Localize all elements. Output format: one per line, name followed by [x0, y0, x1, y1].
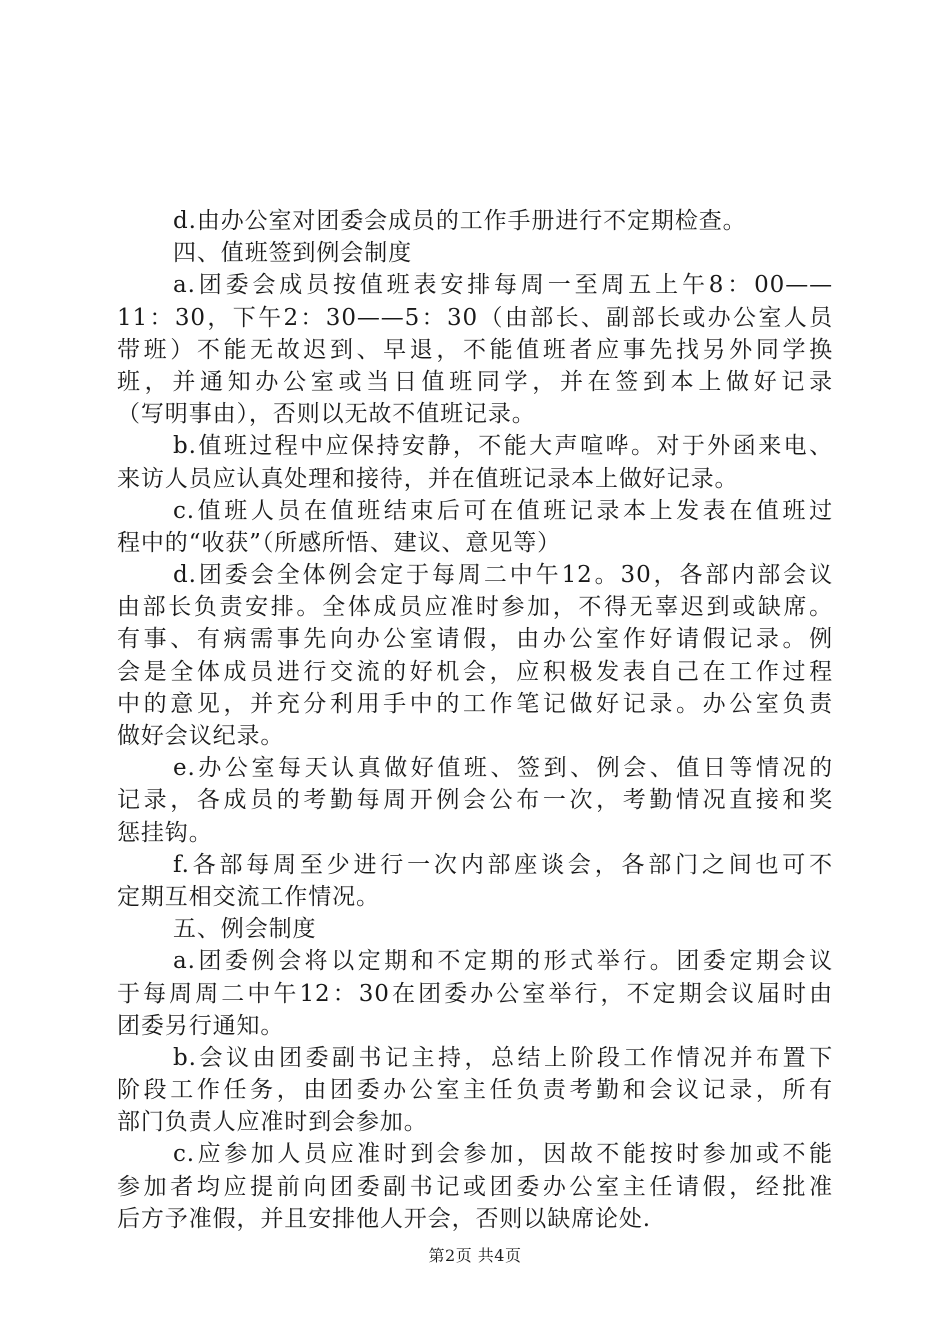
text-line: 于每周周二中午12：30在团委办公室举行，不定期会议届时由	[117, 980, 833, 1007]
text-line: f.各部每周至少进行一次内部座谈会，各部门之间也可不	[173, 851, 833, 878]
text-line: c.值班人员在值班结束后可在值班记录本上发表在值班过	[173, 497, 833, 524]
text-line: b.会议由团委副书记主持，总结上阶段工作情况并布置下	[173, 1044, 833, 1071]
text-line: 五、例会制度	[173, 916, 317, 943]
page-number-footer: 第2页 共4页	[428, 1246, 522, 1265]
text-line: a.团委会成员按值班表安排每周一至周五上午8：00——	[173, 272, 833, 299]
text-line: 团委另行通知。	[117, 1012, 285, 1039]
text-line: e.办公室每天认真做好值班、签到、例会、值日等情况的	[173, 755, 833, 782]
text-line: d.团委会全体例会定于每周二中午12。30，各部内部会议	[173, 562, 833, 589]
text-line: 阶段工作任务，由团委办公室主任负责考勤和会议记录，所有	[117, 1077, 833, 1104]
text-line: 程中的“收获”（所感所悟、建议、意见等）	[117, 529, 562, 556]
document-body	[117, 205, 833, 1235]
text-line: d.由办公室对团委会成员的工作手册进行不定期检查。	[173, 208, 747, 234]
text-line: 11：30，下午2：30——5：30（由部长、副部长或办公室人员	[117, 304, 833, 331]
text-line: 带班）不能无故迟到、早退，不能值班者应事先找另外同学换	[117, 336, 833, 363]
text-line: 惩挂钩。	[117, 819, 213, 846]
text-line: 中的意见，并充分利用手中的工作笔记做好记录。办公室负责	[117, 690, 833, 717]
text-line: 由部长负责安排。全体成员应准时参加，不得无辜迟到或缺席。	[117, 594, 833, 621]
text-line: 来访人员应认真处理和接待，并在值班记录本上做好记录。	[117, 465, 739, 492]
text-line: a.团委例会将以定期和不定期的形式举行。团委定期会议	[173, 948, 833, 975]
text-line: 后方予准假，并且安排他人开会，否则以缺席论处.	[117, 1205, 652, 1232]
text-line: b.值班过程中应保持安静，不能大声喧哗。对于外函来电、	[173, 433, 833, 460]
text-line: 定期互相交流工作情况。	[117, 883, 380, 910]
text-line: 有事、有病需事先向办公室请假，由办公室作好请假记录。例	[117, 626, 833, 653]
text-line: （写明事由），否则以无故不值班记录。	[117, 401, 536, 428]
text-line: 四、值班签到例会制度	[173, 240, 412, 267]
text-line: 部门负责人应准时到会参加。	[117, 1109, 428, 1136]
text-line: 记录，各成员的考勤每周开例会公布一次，考勤情况直接和奖	[117, 787, 833, 814]
text-line: 会是全体成员进行交流的好机会，应积极发表自己在工作过程	[117, 658, 833, 685]
text-line: 做好会议纪录。	[117, 723, 285, 749]
text-line: 参加者均应提前向团委副书记或团委办公室主任请假，经批准	[117, 1173, 833, 1200]
text-line: 班，并通知办公室或当日值班同学，并在签到本上做好记录	[117, 368, 833, 395]
text-line: c.应参加人员应准时到会参加，因故不能按时参加或不能	[173, 1141, 833, 1168]
